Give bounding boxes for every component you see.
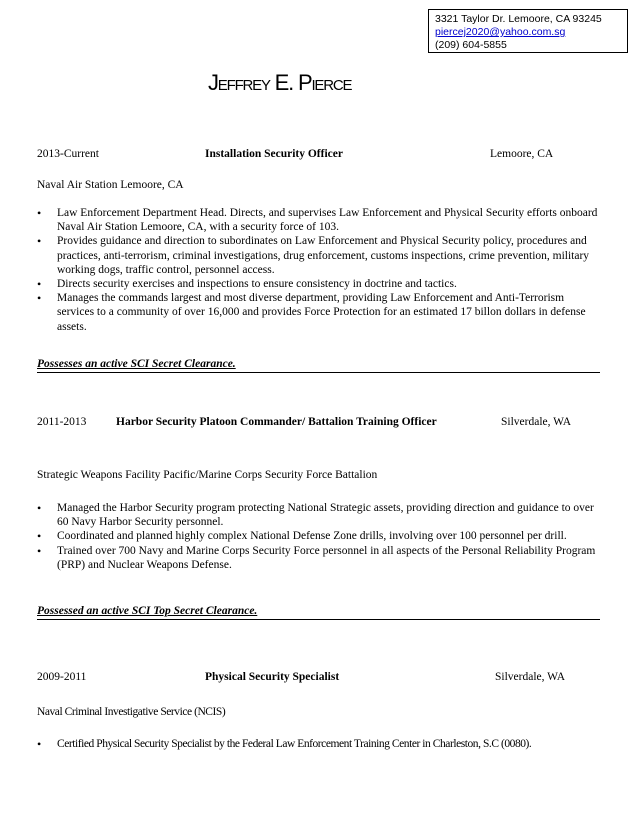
job-bullet-list	[37, 737, 607, 751]
clearance-statement: Possesses an active SCI Secret Clearance.	[37, 357, 600, 373]
list-item: • Managed the Harbor Security program protecting National Strategic assets, providing direction and guidance to over 60 Navy Harbor Security personnel.	[37, 501, 602, 529]
job-organization: Naval Air Station Lemoore, CA	[37, 179, 184, 191]
job-organization: Naval Criminal Investigative Service (NCIS)	[37, 706, 226, 718]
list-item: • Manages the commands largest and most diverse department, providing Law Enforcement and Anti-Terrorism services to a community of over 16,000 and provides Force Protection for an estimated 17 billon dollars in defense assets.	[37, 291, 602, 334]
job-dates: 2011-2013	[37, 416, 87, 428]
job-title: Physical Security Specialist	[205, 671, 340, 683]
job-dates: 2013-Current	[37, 148, 99, 160]
list-item: • Provides guidance and direction to subordinates on Law Enforcement and Physical Security policy, procedures and practices, anti-terrorism, criminal investigations, drug enforcement, customs inspections, crime prevention, military working dogs, traffic control, personnel access.	[37, 234, 602, 277]
list-item: • Law Enforcement Department Head. Directs, and supervises Law Enforcement and Physical Security efforts onboard Naval Air Station Lemoore, CA, with a security force of 103.	[37, 206, 602, 234]
list-item: • Directs security exercises and inspections to ensure consistency in doctrine and tactics.	[37, 277, 602, 291]
contact-address: 3321 Taylor Dr. Lemoore, CA 93245	[435, 13, 602, 25]
contact-email-link[interactable]: piercej2020@yahoo.com.sg	[435, 26, 566, 38]
job-bullet-list	[37, 206, 602, 334]
resume-name: Jeffrey E. Pierce	[208, 70, 352, 95]
job-bullet-list	[37, 501, 602, 572]
job-organization: Strategic Weapons Facility Pacific/Marine Corps Security Force Battalion	[37, 469, 378, 481]
job-dates: 2009-2011	[37, 671, 87, 683]
contact-phone: (209) 604-5855	[435, 39, 507, 51]
list-item: • Coordinated and planned highly complex National Defense Zone drills, involving over 100 personnel per drill.	[37, 529, 602, 543]
clearance-statement: Possessed an active SCI Top Secret Clearance.	[37, 604, 600, 620]
contact-box	[428, 9, 628, 53]
job-location: Silverdale, WA	[501, 416, 572, 428]
job-location: Lemoore, CA	[490, 148, 554, 160]
job-location: Silverdale, WA	[495, 671, 566, 683]
list-item: • Certified Physical Security Specialist by the Federal Law Enforcement Training Center in Charleston, S.C (0080).	[37, 737, 607, 751]
job-title: Installation Security Officer	[205, 148, 343, 160]
list-item: • Trained over 700 Navy and Marine Corps Security Force personnel in all aspects of the Personal Reliability Program (PRP) and Nuclear Weapons Defense.	[37, 544, 602, 572]
job-title: Harbor Security Platoon Commander/ Battalion Training Officer	[116, 416, 437, 428]
